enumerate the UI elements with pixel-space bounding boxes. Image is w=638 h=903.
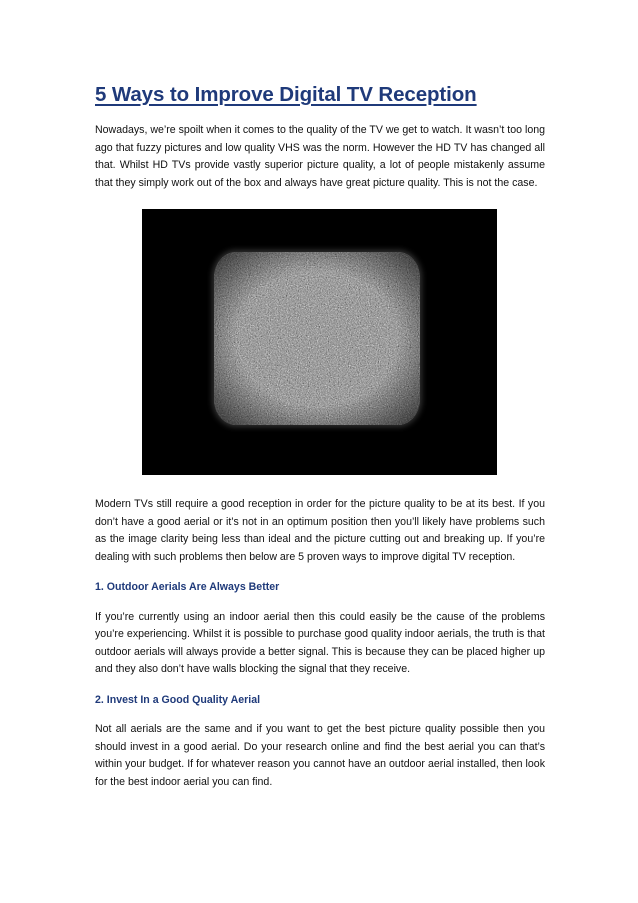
tv-static-image xyxy=(142,209,497,475)
section-1-heading: 1. Outdoor Aerials Are Always Better xyxy=(95,581,280,593)
tv-screen-static xyxy=(214,252,420,425)
paragraph-modern-tvs: Modern TVs still require a good reception in order for the picture quality to be at its best. If you don’t have a good aerial or it’s not in an optimum position then you’ll likely have problems such as the image clarity being less than ideal and the picture cutting out and breaking up. If you’re dealing with such problems then below are 5 proven ways to improve digital TV reception. xyxy=(95,498,545,563)
document-page xyxy=(95,82,545,791)
section-1-body: If you’re currently using an indoor aerial then this could easily be the cause of the problems you’re experiencing. Whilst it is possible to purchase good quality indoor aerials, the truth is that outdoor aerials will always provide a better signal. This is because they can be placed higher up and they also don’t have walls blocking the signal that they receive. xyxy=(95,610,545,675)
static-noise-graphic xyxy=(214,252,420,425)
document-title: 5 Ways to Improve Digital TV Reception xyxy=(95,83,477,106)
section-2-heading: 2. Invest In a Good Quality Aerial xyxy=(95,693,261,706)
section-2-body: Not all aerials are the same and if you want to get the best picture quality possible then you should invest in a good aerial. Do your research online and find the best aerial you can that’s within your budget. If for whatever reason you cannot have an outdoor aerial installed, then look for the best indoor aerial you can find. xyxy=(95,723,545,788)
intro-paragraph: Nowadays, we’re spoilt when it comes to the quality of the TV we get to watch. It wasn’t too long ago that fuzzy pictures and low quality VHS was the norm. However the HD TV has changed all that. Whilst HD TVs provide vastly superior picture quality, a lot of people mistakenly assume that they simply work out of the box and always have great picture quality. This is not the case. xyxy=(95,124,545,189)
